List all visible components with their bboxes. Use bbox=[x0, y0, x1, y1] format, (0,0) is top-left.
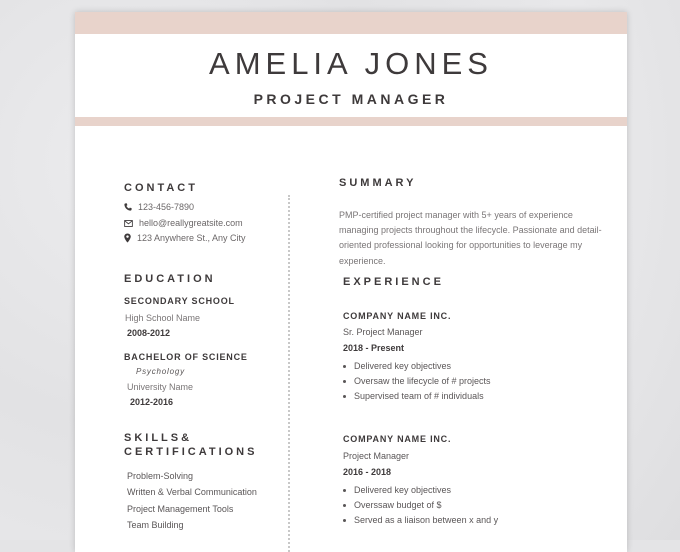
job-bullets bbox=[342, 359, 491, 404]
job-bullet: Delivered key objectives bbox=[342, 359, 491, 374]
candidate-name: AMELIA JONES bbox=[209, 46, 493, 81]
skill-item: Problem-Solving bbox=[127, 471, 194, 481]
phone-text: 123-456-7890 bbox=[138, 202, 195, 212]
job-bullet: Supervised team of # individuals bbox=[342, 389, 491, 404]
job-role: Project Manager bbox=[343, 451, 410, 461]
email-icon bbox=[124, 220, 133, 227]
resume-page bbox=[75, 12, 627, 552]
contact-email bbox=[124, 218, 243, 228]
location-pin-icon bbox=[124, 233, 131, 243]
education-years: 2012-2016 bbox=[130, 397, 174, 407]
candidate-title: PROJECT MANAGER bbox=[253, 91, 449, 107]
education-years: 2008-2012 bbox=[127, 328, 171, 338]
summary-text: PMP-certified project manager with 5+ years of experience managing projects throughout the lifecycle. Passionate and detail-oriented professional looking for opportunities to leverage my experience. bbox=[339, 210, 602, 266]
job-dates: 2018 - Present bbox=[343, 343, 405, 353]
column-divider bbox=[288, 195, 290, 552]
job-bullet: Oversaw the lifecycle of # projects bbox=[342, 374, 491, 389]
skill-item: Team Building bbox=[127, 520, 184, 530]
job-role: Sr. Project Manager bbox=[343, 327, 423, 337]
job-bullets bbox=[342, 483, 498, 528]
contact-phone bbox=[124, 202, 194, 212]
skills-heading-line1: SKILLS& bbox=[124, 432, 193, 444]
education-heading: EDUCATION bbox=[124, 273, 216, 285]
skill-item: Written & Verbal Communication bbox=[127, 487, 257, 497]
summary-heading: SUMMARY bbox=[339, 177, 417, 189]
education-school: SECONDARY SCHOOL bbox=[124, 296, 235, 306]
job-bullet: Delivered key objectives bbox=[342, 483, 498, 498]
education-school-name: High School Name bbox=[125, 313, 201, 323]
education-degree: BACHELOR OF SCIENCE bbox=[124, 352, 248, 362]
address-text: 123 Anywhere St., Any City bbox=[137, 233, 246, 243]
job-company: COMPANY NAME INC. bbox=[343, 311, 452, 321]
skill-item: Project Management Tools bbox=[127, 504, 234, 514]
header-bottom-band bbox=[75, 117, 627, 126]
job-bullet: Served as a liaison between x and y bbox=[342, 513, 498, 528]
experience-heading: EXPERIENCE bbox=[343, 276, 444, 288]
education-major: Psychology bbox=[136, 367, 185, 376]
job-bullet: Overssaw budget of $ bbox=[342, 498, 498, 513]
header-top-band bbox=[75, 12, 627, 34]
job-dates: 2016 - 2018 bbox=[343, 467, 392, 477]
job-company: COMPANY NAME INC. bbox=[343, 434, 452, 444]
contact-heading: CONTACT bbox=[124, 182, 198, 194]
skills-heading-line2: CERTIFICATIONS bbox=[124, 446, 258, 458]
phone-icon bbox=[124, 203, 132, 211]
education-university-name: University Name bbox=[127, 382, 194, 392]
email-text: hello@reallygreatsite.com bbox=[139, 218, 243, 228]
contact-address bbox=[124, 233, 246, 243]
